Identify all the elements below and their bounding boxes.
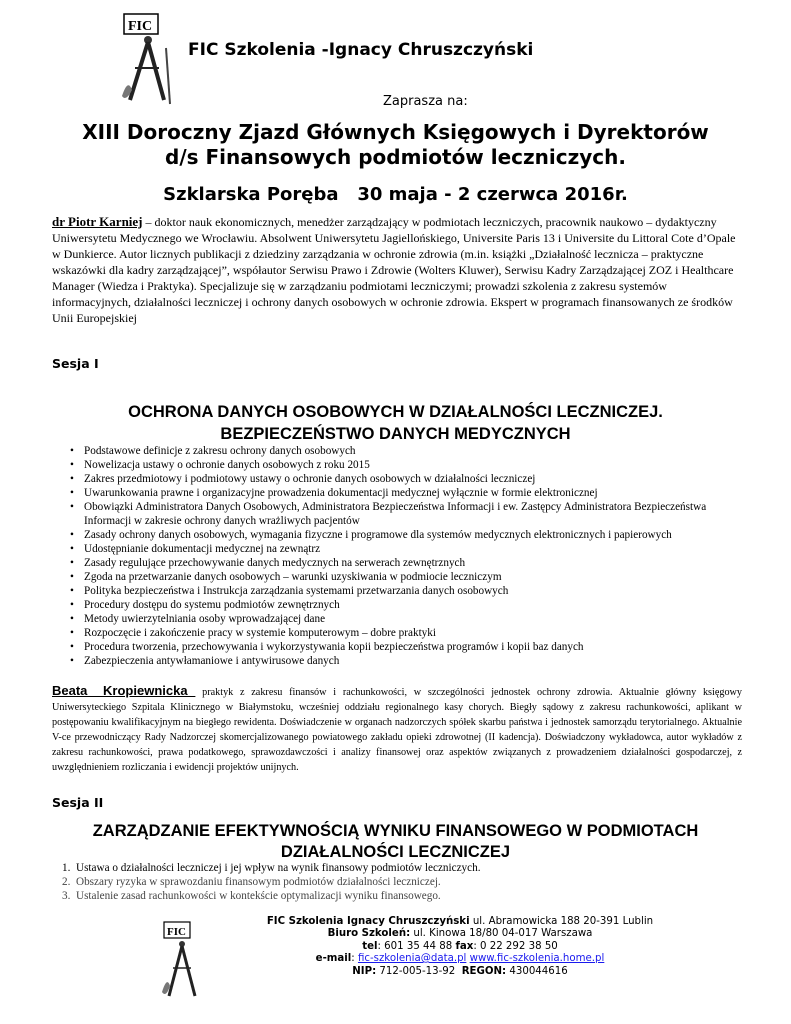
session1-topic-list — [70, 444, 750, 668]
session1-label: Sesja I — [52, 356, 99, 371]
bullet-icon: • — [70, 627, 74, 639]
list-item: • Zasady regulujące przechowywanie danych medycznych na serwerach zewnętrznych — [70, 557, 466, 569]
website-link[interactable]: www.fic-szkolenia.home.pl — [469, 953, 605, 964]
footer-office-address: ul. Kinowa 18/80 04-017 Warszawa — [410, 928, 593, 939]
bullet-icon: • — [70, 501, 74, 513]
speaker2-bio — [52, 683, 742, 775]
list-item: • Procedury dostępu do systemu podmiotów zewnętrznych — [70, 599, 340, 611]
bullet-icon: • — [70, 613, 74, 625]
list-item: • Udostępnianie dokumentacji medycznej na zewnątrz — [70, 543, 321, 555]
footer-company-line — [180, 916, 740, 929]
bullet-icon: • — [70, 641, 74, 653]
footer-logo-text: FIC — [167, 926, 186, 938]
item-number: 3. — [62, 890, 71, 902]
footer-email-line: e-mail: fic-szkolenia@data.pl www.fic-szkolenia.home.pl — [315, 953, 605, 964]
footer-company: FIC Szkolenia Ignacy Chruszczyński — [266, 916, 470, 927]
speaker2-bio-text: praktyk z zakresu finansów i rachunkowości, w szczególności jednostek ochrony zdrowia. Aktualnie główny księgowy Uniwersyteckiego Szpitala Klinicznego w Białymstoku, wcześniej oddziału regionalnego kasy chorych. Biegły sądowy z zakresu rachunkowości, aplikant w postępowaniu kwalifikacyjnym na biegłego rewidenta. Doświadczenie w organach nadzorczych spółek skarbu państwa i jednostek samorządu terytorialnego. Aktualnie V-ce przewodniczący Rady Nadzorczej skomercjalizowanego powiatowego zakładu opieki zdrowotnej (II kadencja). Doświadczony wykładowca, autor wykładów z zakresu rachunkowości, prawa podatkowego, sprawozdawczości i analizy finansowej oraz aspektów związanych z prowadzeniem działalności gospodarczej, z uwzględnieniem rozliczania i ewidencji projektów unijnych. — [52, 687, 742, 773]
speaker1-bio — [52, 214, 740, 326]
bullet-icon: • — [70, 585, 74, 597]
footer-address: ul. Abramowicka 188 20-391 Lublin — [469, 916, 654, 927]
item-number: 1. — [62, 862, 71, 874]
bullet-icon: • — [70, 459, 74, 471]
footer-regon-label: REGON: — [461, 966, 507, 977]
list-item: • Zabezpieczenia antywłamaniowe i antywirusowe danych — [70, 655, 340, 667]
item-number: 2. — [62, 876, 71, 888]
fic-logo — [118, 8, 176, 108]
footer-fax-label: fax — [455, 941, 474, 952]
list-item: • Podstawowe definicje z zakresu ochrony danych osobowych — [70, 445, 356, 457]
bullet-icon: • — [70, 529, 74, 541]
list-item: • Uwarunkowania prawne i organizacyjne prowadzenia dokumentacji medycznej wyłącznie w formie elektronicznej — [70, 487, 598, 499]
bullet-icon: • — [70, 487, 74, 499]
footer-registry-line — [180, 966, 740, 979]
bullet-icon: • — [70, 473, 74, 485]
compass-logo-icon — [118, 8, 176, 108]
organization-name: FIC Szkolenia -Ignacy Chruszczyński — [188, 40, 534, 60]
bullet-icon: • — [70, 557, 74, 569]
footer-regon: 430044616 — [506, 966, 568, 977]
footer-tel: : 601 35 44 88 — [377, 941, 456, 952]
session2-title-line2: DZIAŁALNOŚCI LECZNICZEJ — [280, 843, 511, 861]
speaker1-bio-text: – doktor nauk ekonomicznych, menedżer zarządzający w podmiotach leczniczych, pracownik naukowo – dydaktyczny Uniwersytetu Medycznego we Wrocławiu. Absolwent Uniwersytetu Jagiellońskiego, Universite Paris 13 i Universite du Littoral Cote d’Opale w Dunkierce. Autor licznych publikacji z dziedziny zarządzania w ochronie zdrowia (m.in. książki „Działalność lecznicza – praktyczne wskazówki dla kadry zarządzającej”, współautor Serwisu Prawo i Zdrowie (Wolters Kluwer), Serwisu Kadry Zarządzającej ZOZ i Healthcare Manager (Wiedza i Praktyka). Specjalizuje się w zarządzaniu podmiotami leczniczymi; prowadzi szkolenia z zakresu systemów informacyjnych, działalności leczniczej i ochrony danych osobowych w ochronie zdrowia. Ekspert w programach finansowanych ze środków Unii Europejskiej — [52, 215, 736, 325]
footer-office-line — [180, 928, 740, 941]
bullet-icon: • — [70, 655, 74, 667]
event-place-date — [0, 184, 791, 205]
bullet-icon: • — [70, 445, 74, 457]
speaker2-name: Beata Kropiewnicka — [52, 683, 196, 698]
event-title-line2: d/s Finansowych podmiotów leczniczych. — [165, 145, 626, 169]
footer-fax: : 0 22 292 38 50 — [473, 941, 558, 952]
list-item: 2. Obszary ryzyka w sprawozdaniu finansowym podmiotów działalności leczniczej. — [62, 876, 441, 888]
footer-nip-label: NIP: — [352, 966, 377, 977]
list-item: • Polityka bezpieczeństwa i Instrukcja zarządzania systemami przetwarzania danych osobowych — [70, 585, 509, 597]
list-item: • Zasady ochrony danych osobowych, wymagania fizyczne i programowe dla systemów medycznych elektronicznych i papierowych — [70, 529, 672, 541]
event-title-line1: XIII Doroczny Zjazd Głównych Księgowych i Dyrektorów — [82, 120, 709, 144]
place-date-text: Szklarska Poręba 30 maja - 2 czerwca 2016r. — [163, 184, 628, 205]
list-item: 3. Ustalenie zasad rachunkowości w kontekście optymalizacji wyniku finansowego. — [62, 890, 441, 902]
email-link[interactable]: fic-szkolenia@data.pl — [357, 953, 467, 964]
list-item: • Nowelizacja ustawy o ochronie danych osobowych z roku 2015 — [70, 459, 370, 471]
footer-phone-line — [180, 941, 740, 954]
logo-text: FIC — [128, 19, 153, 34]
footer-office-label: Biuro Szkoleń: — [327, 928, 411, 939]
list-item: • Procedura tworzenia, przechowywania i wykorzystywania kopii bezpieczeństwa programów i kopii baz danych — [70, 641, 584, 653]
footer-tel-label: tel — [362, 941, 378, 952]
list-item: 1. Ustawa o działalności leczniczej i jej wpływ na wynik finansowy podmiotów leczniczych. — [62, 862, 481, 874]
session1-title-line1: OCHRONA DANYCH OSOBOWYCH W DZIAŁALNOŚCI LECZNICZEJ. — [128, 403, 663, 421]
list-item: • Obowiązki Administratora Danych Osobowych, Administratora Bezpieczeństwa Informacji i ew. Zastępcy Administratora Bezpieczeństwa Informacji w zakresie ochrony danych wrażliwych pacjentów — [70, 501, 707, 527]
bullet-icon: • — [70, 571, 74, 583]
list-item: • Rozpoczęcie i zakończenie pracy w systemie komputerowym – dobre praktyki — [70, 627, 436, 639]
bullet-icon: • — [70, 543, 74, 555]
session2-topic-list — [62, 861, 722, 903]
footer-nip: 712-005-13-92 — [376, 966, 462, 977]
session2-title-line1: ZARZĄDZANIE EFEKTYWNOŚCIĄ WYNIKU FINANSOWEGO W PODMIOTACH — [92, 822, 699, 840]
invites-label: Zaprasza na: — [383, 94, 468, 109]
list-item: • Zakres przedmiotowy i podmiotowy ustawy o ochronie danych osobowych w działalności leczniczej — [70, 473, 536, 485]
session1-title-line2: BEZPIECZEŃSTWO DANYCH MEDYCZNYCH — [220, 425, 571, 443]
speaker1-name: dr Piotr Karniej — [52, 214, 143, 229]
list-item: • Zgoda na przetwarzanie danych osobowych – warunki uzyskiwania w podmiocie leczniczym — [70, 571, 502, 583]
list-item: • Metody uwierzytelniania osoby wprowadzającej dane — [70, 613, 326, 625]
bullet-icon: • — [70, 599, 74, 611]
session2-label: Sesja II — [52, 795, 104, 810]
footer-email-label: e-mail — [315, 953, 352, 964]
